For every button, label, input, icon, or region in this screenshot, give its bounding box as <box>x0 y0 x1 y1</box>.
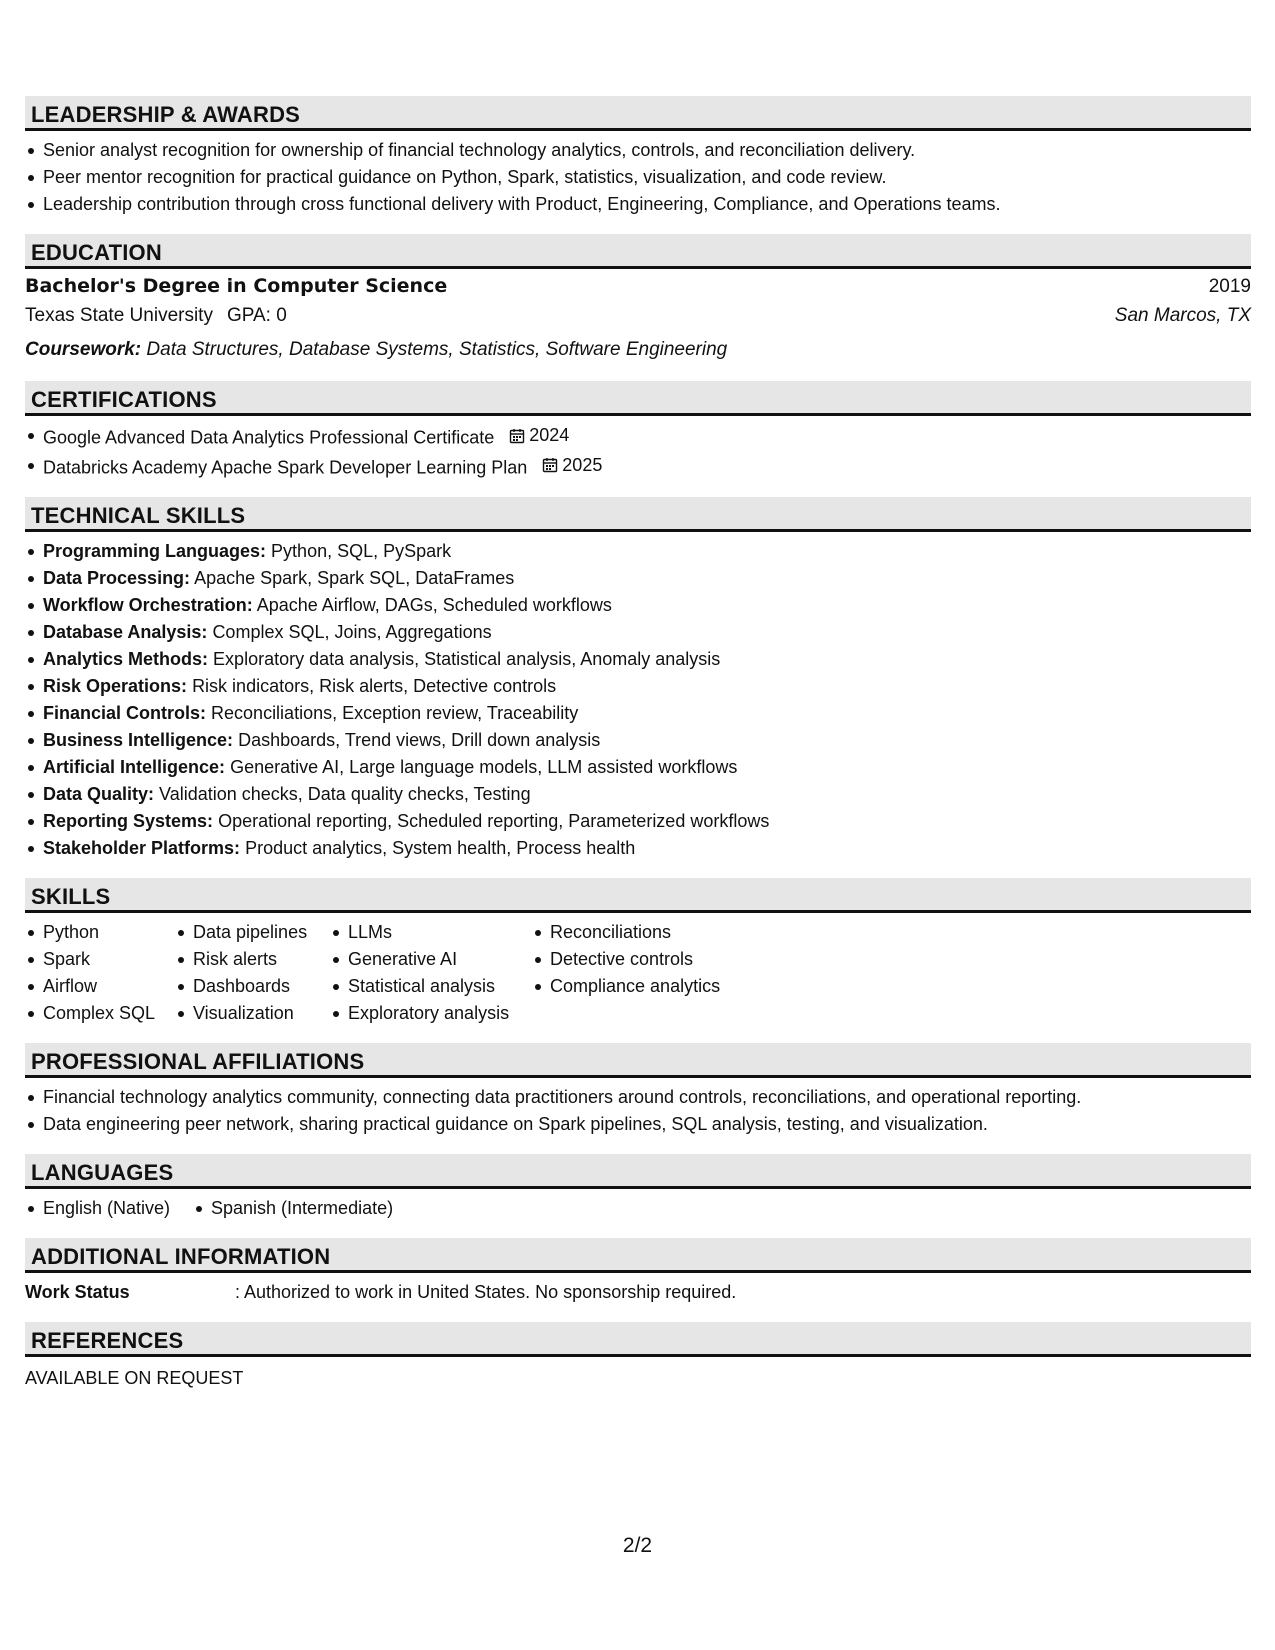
leadership-list <box>25 137 1251 218</box>
technical-skills-section <box>25 497 1251 862</box>
skills-column <box>532 919 720 1027</box>
skill-value: Apache Spark, Spark SQL, DataFrames <box>194 568 515 588</box>
additional-info-section <box>25 1238 1251 1306</box>
list-item <box>43 565 1251 592</box>
skill-label: Artificial Intelligence: <box>43 757 226 777</box>
list-item <box>43 700 1251 727</box>
school-name: Texas State University <box>25 305 213 326</box>
affiliations-list <box>25 1084 1251 1138</box>
cert-year: 2025 <box>562 454 603 475</box>
section-title: EDUCATION <box>25 234 1251 269</box>
list-item <box>43 452 1251 482</box>
skill-label: Data Quality: <box>43 784 155 804</box>
list-item <box>43 422 1251 452</box>
list-item: Data pipelines <box>193 919 330 946</box>
list-item: Risk alerts <box>193 946 330 973</box>
cert-name: Google Advanced Data Analytics Professional Certificate <box>43 427 495 448</box>
list-item: LLMs <box>348 919 532 946</box>
technical-skills-list <box>25 538 1251 862</box>
skill-label: Analytics Methods: <box>43 649 209 669</box>
cert-year: 2024 <box>529 425 570 445</box>
list-item: Spark <box>43 946 175 973</box>
certifications-section <box>25 381 1251 481</box>
skill-value: Complex SQL, Joins, Aggregations <box>212 622 492 642</box>
list-item: Exploratory analysis <box>348 1000 532 1027</box>
skills-section <box>25 878 1251 1027</box>
skills-column <box>25 919 175 1027</box>
graduation-year: 2019 <box>1208 276 1251 297</box>
certifications-list <box>25 422 1251 481</box>
section-title: ADDITIONAL INFORMATION <box>25 1238 1251 1273</box>
section-title: PROFESSIONAL AFFILIATIONS <box>25 1043 1251 1078</box>
skill-value: Product analytics, System health, Process health <box>245 838 636 858</box>
degree: Bachelor's Degree in Computer Science <box>25 275 448 297</box>
list-item <box>43 673 1251 700</box>
coursework-value: Data Structures, Database Systems, Statistics, Software Engineering <box>146 339 728 360</box>
leadership-section <box>25 96 1251 218</box>
skill-value: Exploratory data analysis, Statistical analysis, Anomaly analysis <box>213 649 721 669</box>
skill-value: Generative AI, Large language models, LLM assisted workflows <box>230 757 738 777</box>
skill-label: Workflow Orchestration: <box>43 595 253 615</box>
list-item <box>43 538 1251 565</box>
language-item <box>193 1195 393 1222</box>
list-item <box>43 781 1251 808</box>
gpa: GPA: 0 <box>226 305 287 326</box>
list-item <box>43 835 1251 862</box>
coursework-label: Coursework: <box>25 339 142 360</box>
section-title: TECHNICAL SKILLS <box>25 497 1251 532</box>
resume-page <box>25 96 1251 1408</box>
skill-value: Reconciliations, Exception review, Traceability <box>211 703 579 723</box>
skill-label: Programming Languages: <box>43 541 267 561</box>
languages-row <box>25 1195 1251 1222</box>
page-number: 2/2 <box>622 1534 653 1557</box>
list-item: Generative AI <box>348 946 532 973</box>
skill-label: Risk Operations: <box>43 676 188 696</box>
list-item: Reconciliations <box>550 919 720 946</box>
education-section <box>25 234 1251 365</box>
cert-date <box>542 452 602 479</box>
skill-label: Reporting Systems: <box>43 811 214 831</box>
work-status-value: : Authorized to work in United States. No sponsorship required. <box>235 1282 737 1302</box>
work-status-row <box>25 1279 1251 1306</box>
list-item <box>43 754 1251 781</box>
section-title: LEADERSHIP & AWARDS <box>25 96 1251 131</box>
section-title: REFERENCES <box>25 1322 1251 1357</box>
skill-label: Data Processing: <box>43 568 191 588</box>
cert-name: Databricks Academy Apache Spark Developer Learning Plan <box>43 457 528 477</box>
affiliations-section <box>25 1043 1251 1138</box>
references-section <box>25 1322 1251 1392</box>
education-entry <box>25 269 1251 365</box>
calendar-icon <box>542 457 558 473</box>
list-item: Financial technology analytics community, connecting data practitioners around controls, reconciliations, and operational reporting. <box>43 1084 1251 1111</box>
section-title: LANGUAGES <box>25 1154 1251 1189</box>
list-item <box>43 619 1251 646</box>
list-item: Leadership contribution through cross functional delivery with Product, Engineering, Compliance, and Operations teams. <box>43 191 1251 218</box>
calendar-icon <box>509 428 525 444</box>
list-item: Data engineering peer network, sharing practical guidance on Spark pipelines, SQL analysis, testing, and visualization. <box>43 1111 1251 1138</box>
skill-label: Stakeholder Platforms: <box>43 838 241 858</box>
list-item: Dashboards <box>193 973 330 1000</box>
list-item <box>43 646 1251 673</box>
language-item <box>25 1195 193 1222</box>
skills-columns <box>25 919 1251 1027</box>
list-item: English (Native) <box>43 1195 193 1222</box>
work-status-label: Work Status <box>25 1282 130 1302</box>
skill-label: Database Analysis: <box>43 622 208 642</box>
references-text: AVAILABLE ON REQUEST <box>25 1368 244 1388</box>
skill-value: Apache Airflow, DAGs, Scheduled workflows <box>256 595 612 615</box>
list-item: Peer mentor recognition for practical guidance on Python, Spark, statistics, visualization, and code review. <box>43 164 1251 191</box>
list-item <box>43 727 1251 754</box>
skill-label: Business Intelligence: <box>43 730 234 750</box>
languages-section <box>25 1154 1251 1222</box>
skill-value: Operational reporting, Scheduled reporting, Parameterized workflows <box>218 811 770 831</box>
list-item: Detective controls <box>550 946 720 973</box>
skill-value: Dashboards, Trend views, Drill down analysis <box>238 730 601 750</box>
list-item: Spanish (Intermediate) <box>211 1195 393 1222</box>
section-title: CERTIFICATIONS <box>25 381 1251 416</box>
list-item: Visualization <box>193 1000 330 1027</box>
skill-label: Financial Controls: <box>43 703 207 723</box>
skills-column <box>175 919 330 1027</box>
list-item <box>43 808 1251 835</box>
skills-column <box>330 919 532 1027</box>
list-item: Senior analyst recognition for ownership of financial technology analytics, controls, and reconciliation delivery. <box>43 137 1251 164</box>
skill-value: Risk indicators, Risk alerts, Detective controls <box>192 676 557 696</box>
coursework <box>25 335 1251 365</box>
section-title: SKILLS <box>25 878 1251 913</box>
list-item: Complex SQL <box>43 1000 175 1027</box>
cert-date <box>509 422 569 449</box>
skill-value: Validation checks, Data quality checks, Testing <box>159 784 531 804</box>
school-location: San Marcos, TX <box>1114 305 1251 326</box>
list-item: Python <box>43 919 175 946</box>
list-item: Statistical analysis <box>348 973 532 1000</box>
list-item <box>43 592 1251 619</box>
list-item: Compliance analytics <box>550 973 720 1000</box>
list-item: Airflow <box>43 973 175 1000</box>
skill-value: Python, SQL, PySpark <box>271 541 452 561</box>
